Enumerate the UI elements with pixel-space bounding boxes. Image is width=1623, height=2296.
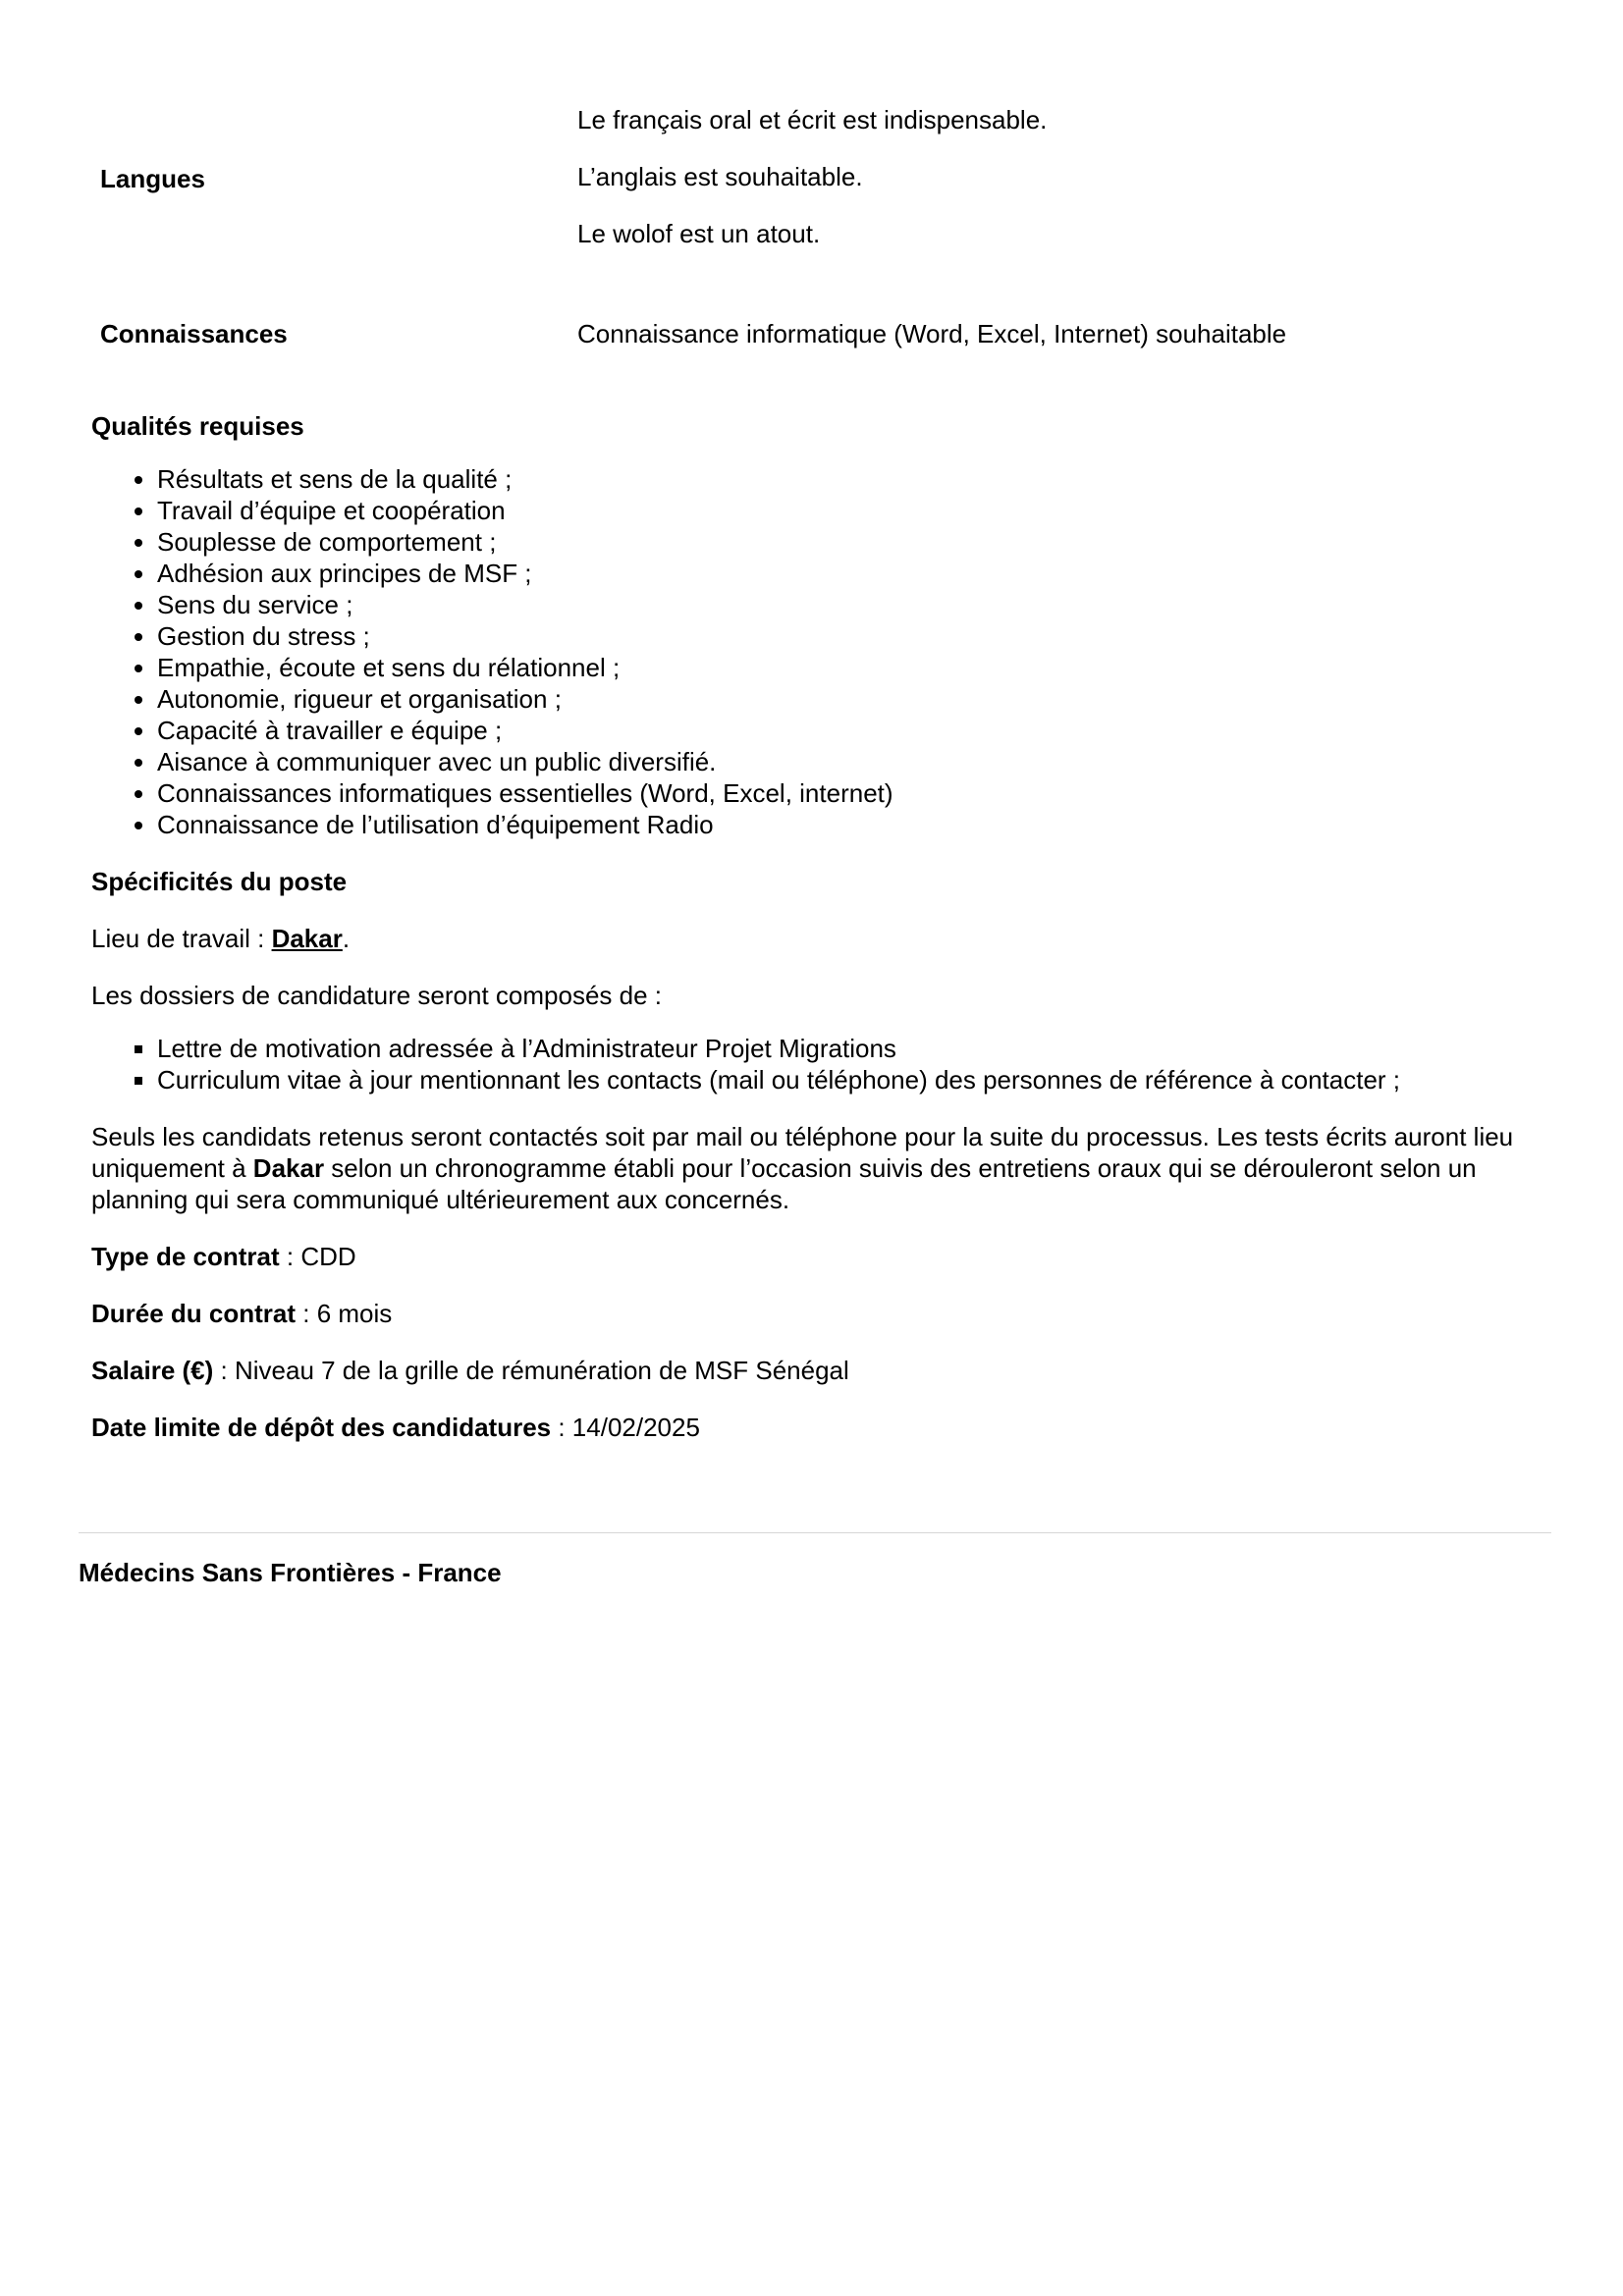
salaire	[91, 1355, 1544, 1386]
lieu-value: Dakar	[271, 924, 343, 953]
lieu-prefix: Lieu de travail :	[91, 924, 272, 953]
list-item: • Connaissance de l’utilisation d’équipement Radio	[157, 809, 1544, 840]
list-item: • Capacité à travailler e équipe ;	[157, 715, 1544, 746]
process-paragraph	[91, 1121, 1544, 1215]
list-item: • Travail d’équipe et coopération	[157, 495, 1544, 526]
qualites-title: Qualités requises	[91, 411, 304, 441]
dossiers-list	[91, 1033, 1544, 1095]
salaire-label: Salaire (€)	[91, 1356, 214, 1385]
langues-label: Langues	[100, 164, 205, 193]
footer-divider	[79, 1532, 1551, 1533]
specificites-title: Spécificités du poste	[91, 867, 348, 896]
process-bold: Dakar	[252, 1153, 325, 1183]
footer-organisation: Médecins Sans Frontières - France	[79, 1558, 502, 1587]
langue-anglais: L’anglais est souhaitable.	[577, 162, 863, 191]
main-content	[91, 410, 1544, 1443]
date-limite-value: : 14/02/2025	[551, 1413, 700, 1442]
lieu-suffix: .	[342, 924, 351, 953]
list-item: ▪ Lettre de motivation adressée à l’Administrateur Projet Migrations	[157, 1033, 1544, 1064]
qualites-list	[91, 463, 1544, 840]
list-item: • Connaissances informatiques essentielles (Word, Excel, internet)	[157, 777, 1544, 809]
list-item: • Autonomie, rigueur et organisation ;	[157, 683, 1544, 715]
connaissances-value: Connaissance informatique (Word, Excel, Internet) souhaitable	[577, 319, 1287, 348]
salaire-value: : Niveau 7 de la grille de rémunération de MSF Sénégal	[213, 1356, 849, 1385]
duree-contrat-value: : 6 mois	[296, 1299, 393, 1328]
langue-wolof: Le wolof est un atout.	[577, 219, 821, 248]
list-item: • Aisance à communiquer avec un public diversifié.	[157, 746, 1544, 777]
type-contrat-label: Type de contrat	[91, 1242, 280, 1271]
type-contrat	[91, 1241, 1544, 1272]
duree-contrat	[91, 1298, 1544, 1329]
date-limite	[91, 1412, 1544, 1443]
date-limite-label: Date limite de dépôt des candidatures	[91, 1413, 552, 1442]
connaissances-label: Connaissances	[100, 319, 288, 348]
list-item: • Gestion du stress ;	[157, 620, 1544, 652]
langue-francais: Le français oral et écrit est indispensable.	[577, 105, 1048, 134]
dossiers-intro: Les dossiers de candidature seront composés de :	[91, 981, 663, 1010]
process-part1: Seuls les candidats retenus seront contactés soit par mail ou téléphone pour la suite du processus. Les tests écrits auront lieu uniquement à	[91, 1122, 1514, 1183]
list-item: • Résultats et sens de la qualité ;	[157, 463, 1544, 495]
list-item: • Adhésion aux principes de MSF ;	[157, 558, 1544, 589]
type-contrat-value: : CDD	[279, 1242, 356, 1271]
langues-values	[577, 104, 1549, 275]
duree-contrat-label: Durée du contrat	[91, 1299, 297, 1328]
list-item: • Empathie, écoute et sens du rélationnel ;	[157, 652, 1544, 683]
list-item: • Sens du service ;	[157, 589, 1544, 620]
list-item: ▪ Curriculum vitae à jour mentionnant les contacts (mail ou téléphone) des personnes de référence à contacter ;	[157, 1064, 1544, 1095]
lieu-de-travail	[91, 923, 1544, 954]
list-item: • Souplesse de comportement ;	[157, 526, 1544, 558]
process-part2: selon un chronogramme établi pour l’occasion suivis des entretiens oraux qui se dérouleront selon un planning qui sera communiqué ultérieurement aux concernés.	[91, 1153, 1477, 1214]
